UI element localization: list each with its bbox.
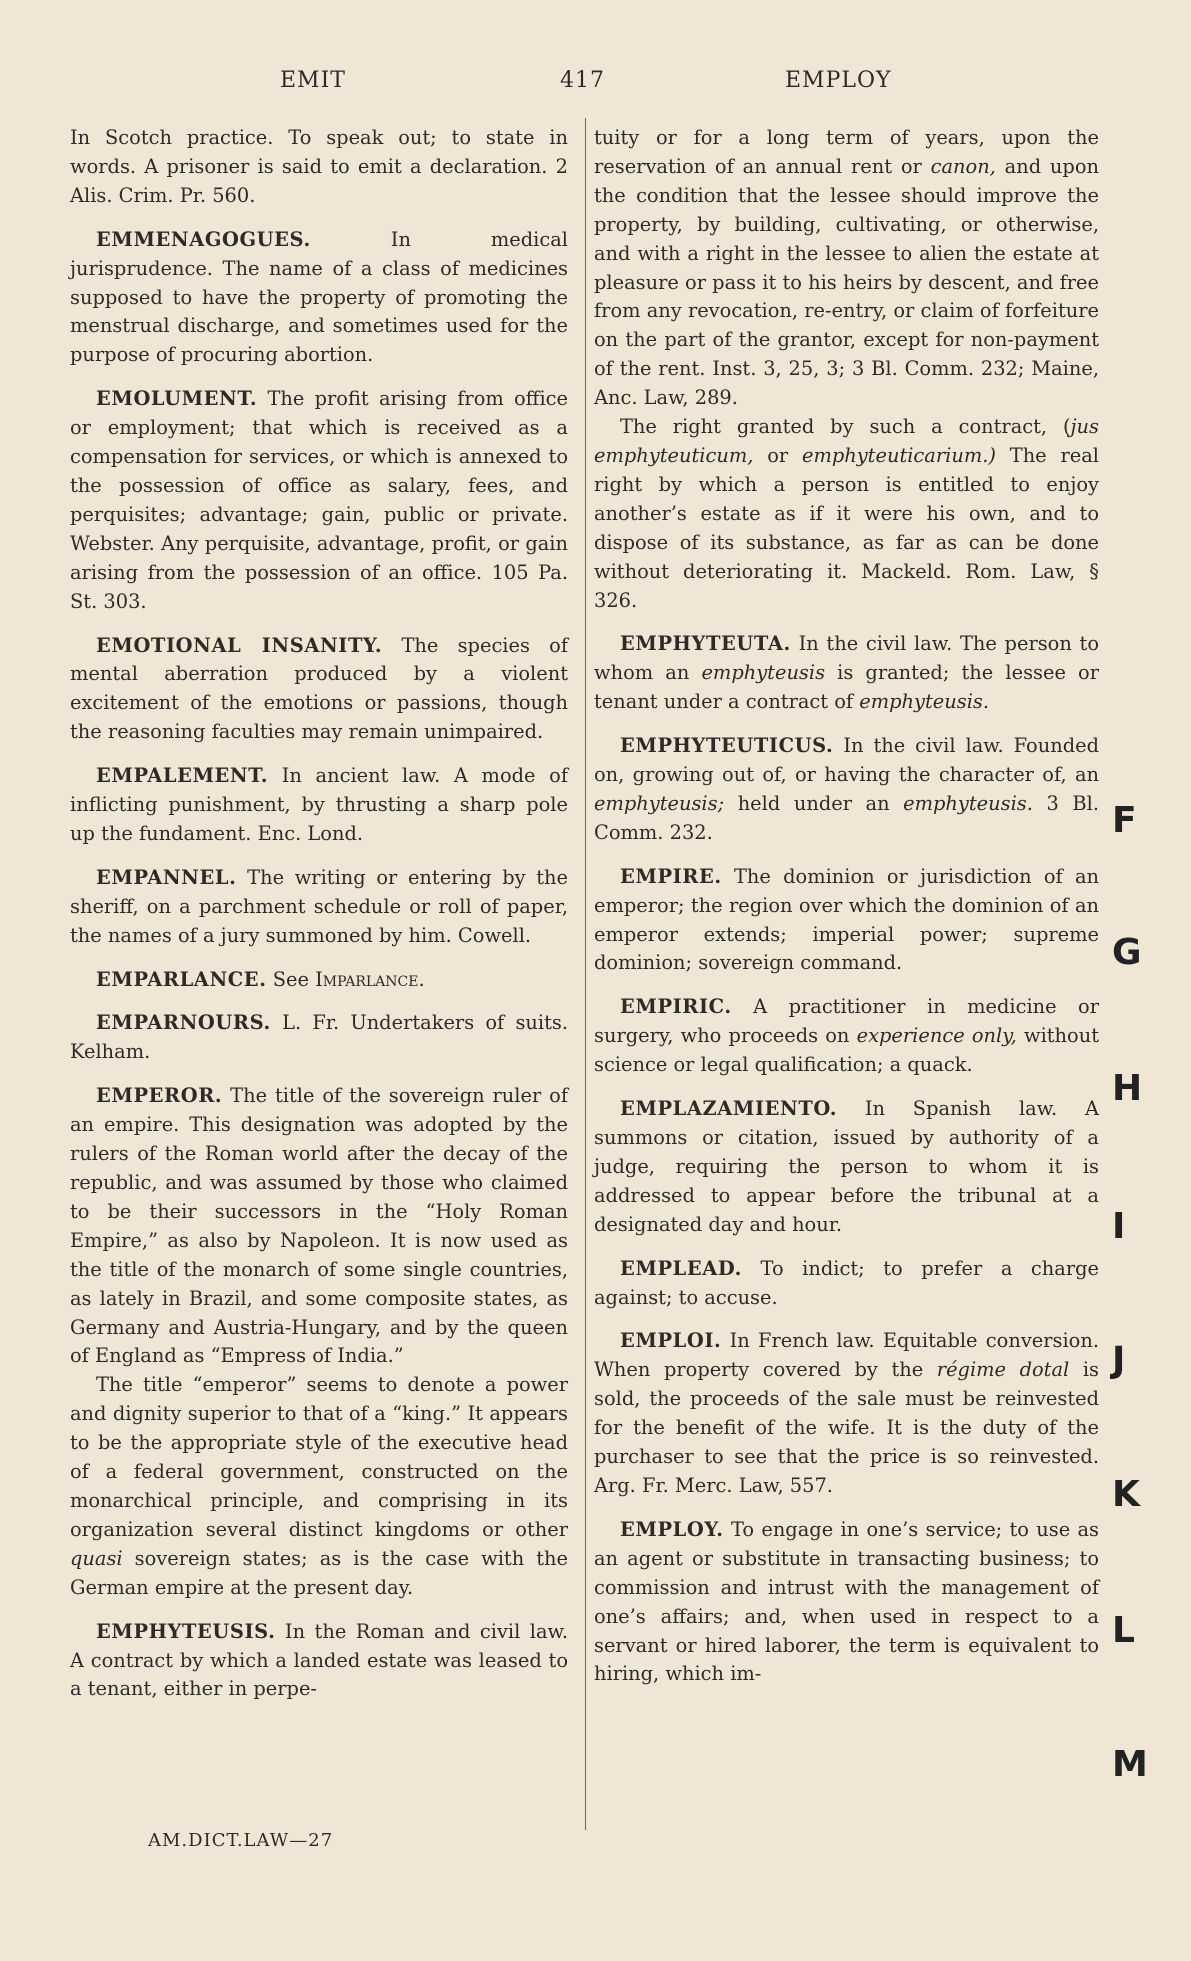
entry-employ: EMPLOY. To engage in one’s service; to use as an agent or substitute in transacting business; to commission and intrust with the management of one’s affairs; and, when used in respect to a servant or hired laborer, the term is equivalent to hiring, which im- xyxy=(594,1517,1099,1686)
cross-reference: Imparlance. xyxy=(315,967,425,991)
entry-empiric: EMPIRIC. A practitioner in medicine or surgery, who proceeds on experience only, without science or legal qualification; a quack. xyxy=(594,995,1100,1077)
entry-emphyteuta: EMPHYTEUTA. In the civil law. The person to whom an emphyteusis is granted; the lessee or tenant under a contract of emphyteusis. xyxy=(594,632,1099,714)
entry-emphyteusis-continued: tuity or for a long term of years, upon the reservation of an annual rent or canon, and upon the condition that the lessee should improve the property, by building, cultivating, or otherwise, and with a right in the lessee to alien the estate at pleasure or pass it to his heirs by descent, and free from any revocation, re-entry, or claim of forfeiture on the part of the grantor, except for non-payment of the rent. Inst. 3, 25, 3; 3 Bl. Comm. 232; Maine, Anc. Law, 289. xyxy=(594,126,1099,410)
thumb-index-l: L xyxy=(1112,1610,1135,1651)
entry-empire: EMPIRE. The dominion or jurisdiction of an emperor; the region over which the dominion of an emperor extends; imperial power; supreme dominion; sovereign command. xyxy=(594,864,1099,975)
signature-footer: AM.DICT.LAW—27 xyxy=(148,1830,334,1851)
thumb-index-f: F xyxy=(1112,800,1137,841)
running-head-left: EMIT xyxy=(280,68,346,93)
entry-emparlance: EMPARLANCE. See Imparlance. xyxy=(96,967,425,991)
entry-emit-continued: In Scotch practice. To speak out; to state in words. A prisoner is said to emit a declaration. 2 Alis. Crim. Pr. 560. xyxy=(70,126,568,207)
left-column xyxy=(70,124,568,1719)
entry-emplead: EMPLEAD. To indict; to prefer a charge against; to accuse. xyxy=(594,1256,1099,1309)
thumb-index-h: H xyxy=(1112,1068,1143,1109)
entry-emolument: EMOLUMENT. The profit arising from office or employment; that which is received as a compensation for services, or which is annexed to the possession of office as salary, fees, and perquisites; advantage; gain, public or private. Webster. Any perquisite, advantage, profit, or gain arising from the possession of an office. 105 Pa. St. 303. xyxy=(70,387,568,613)
thumb-index-m: M xyxy=(1112,1744,1148,1785)
entry-emperor: EMPEROR. The title of the sovereign ruler of an empire. This designation was adopted by the rulers of the Roman world after the decay of the republic, and was assumed by those who claimed to be their successors in the “Holy Roman Empire,” as also by Napoleon. It is now used as the title of the monarch of some single countries, as lately in Brazil, and some composite states, as Germany and Austria-Hungary, and by the queen of England as “Empress of India.” xyxy=(70,1084,568,1368)
entry-emphyteuticus: EMPHYTEUTICUS. In the civil law. Founded on, growing out of, or having the character of, an emphyteusis; held under an emphyteusis. 3 Bl. Comm. 232. xyxy=(594,734,1099,844)
thumb-index-k: K xyxy=(1112,1474,1140,1515)
page-number: 417 xyxy=(560,68,605,93)
entry-emotional-insanity: EMOTIONAL INSANITY. The species of mental aberration produced by a violent excitement of the emotions or passions, though the reasoning faculties may remain unimpaired. xyxy=(70,633,568,744)
column-divider xyxy=(585,118,586,1830)
entry-emphyteusis-paragraph-2: The right granted by such a contract, (jus emphyteuticum, or emphyteuticarium.) The real right by which a person is entitled to enjoy another’s estate as if it were his own, and to dispose of its substance, as far as can be done without deteriorating it. Mackeld. Rom. Law, § 326. xyxy=(594,415,1099,612)
thumb-index-j: J xyxy=(1112,1340,1126,1381)
thumb-index-i: I xyxy=(1112,1206,1126,1247)
entry-empannel: EMPANNEL. The writing or entering by the sheriff, on a parchment schedule or roll of paper, the names of a jury summoned by him. Cowell. xyxy=(70,865,568,947)
entry-emmenagogues: EMMENAGOGUES. In medical jurisprudence. The name of a class of medicines supposed to have the property of promoting the menstrual discharge, and sometimes used for the purpose of procuring abortion. xyxy=(70,227,568,367)
running-head-right: EMPLOY xyxy=(785,68,892,93)
entry-emploi: EMPLOI. In French law. Equitable conversion. When property covered by the régime dotal is sold, the proceeds of the sale must be reinvested for the benefit of the wife. It is the duty of the purchaser to see that the price is so reinvested. Arg. Fr. Merc. Law, 557. xyxy=(594,1329,1099,1497)
right-column xyxy=(594,124,1099,1704)
thumb-index-g: G xyxy=(1112,932,1142,973)
entry-emperor-paragraph-2: The title “emperor” seems to denote a power and dignity superior to that of a “king.” It appears to be the appropriate style of the executive head of a federal government, constructed on the monarchical principle, and comprising in its organization several distinct kingdoms or other quasi sovereign states; as is the case with the German empire at the present day. xyxy=(70,1373,568,1599)
entry-empalement: EMPALEMENT. In ancient law. A mode of inflicting punishment, by thrusting a sharp pole up the fundament. Enc. Lond. xyxy=(70,764,568,845)
entry-emparnours: EMPARNOURS. L. Fr. Undertakers of suits. Kelham. xyxy=(70,1011,568,1064)
entry-emphyteusis: EMPHYTEUSIS. In the Roman and civil law. A contract by which a landed estate was leased to a tenant, either in perpe- xyxy=(70,1619,568,1701)
entry-emplazamiento: EMPLAZAMIENTO. In Spanish law. A summons or citation, issued by authority of a judge, requiring the person to whom it is addressed to appear before the tribunal at a designated day and hour. xyxy=(594,1097,1099,1236)
